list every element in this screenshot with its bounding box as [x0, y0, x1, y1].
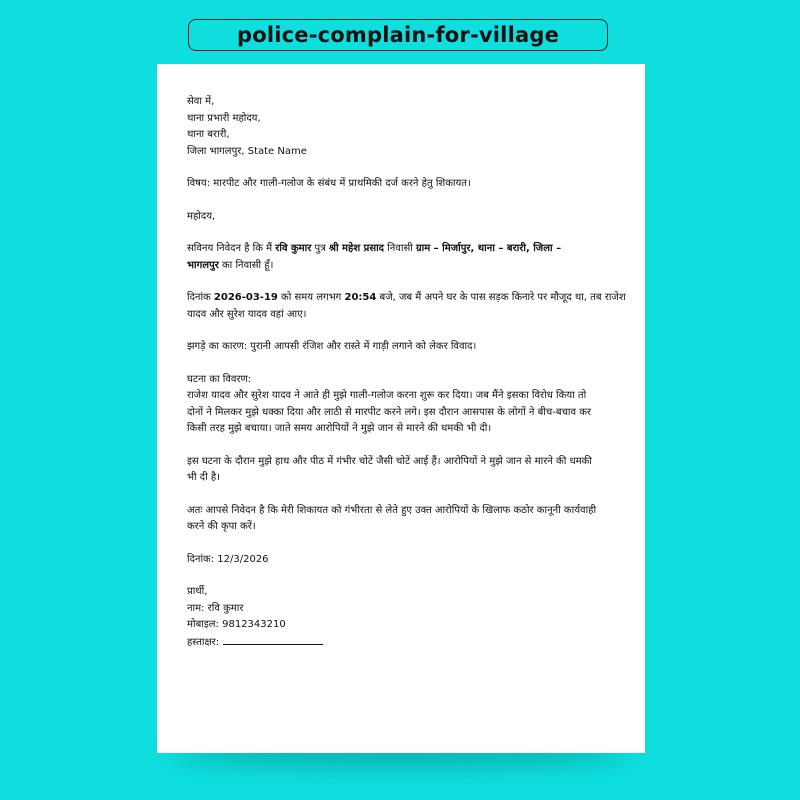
injuries-line: भी दी है। [187, 472, 220, 483]
signature-label: हस्ताक्षर: [187, 636, 220, 648]
closing-name: नाम: रवि कुमार [187, 602, 244, 614]
signature-row [187, 634, 615, 652]
reason-text: झगड़े का कारण: पुरानी आपसी रंजिश और रास्ते में गाड़ी लगाने को लेकर विवाद। [187, 341, 477, 352]
details-line: राजेश यादव और सुरेश यादव ने आते ही मुझे गाली-गलोज करना शुरू कर दिया। जब मैंने इसका विरोध किया तो [187, 390, 587, 401]
father-name: श्री महेश प्रसाद [328, 243, 384, 254]
letter-date: दिनांक: 12/3/2026 [187, 553, 269, 565]
district-name: भागलपुर [187, 259, 219, 271]
incident-time-paragraph [187, 290, 626, 323]
reason-paragraph [187, 339, 615, 356]
salutation [187, 209, 615, 226]
salutation-text: महोदय, [187, 210, 216, 222]
details-heading: घटना का विवरण: [187, 373, 252, 385]
intro-text: सविनय निवेदन है कि मैं [187, 243, 276, 254]
subject-text: विषय: मारपीट और गाली-गलोज के संबंध में प्राथमिकी दर्ज करने हेतु शिकायत। [187, 178, 471, 189]
address-block [187, 94, 615, 160]
page-title: police-complain-for-village [188, 19, 608, 51]
intro-text: पुत्र [311, 243, 329, 254]
village-address: ग्राम – मिर्जापुर, थाना – बरारी, जिला – [415, 243, 562, 254]
details-line: किसी तरह मुझे बचाया। जाते समय आरोपियों ने मुझे जान से मारने की धमकी भी दी। [187, 423, 492, 434]
subject-line [187, 176, 615, 193]
intro-text: निवासी [383, 243, 416, 254]
address-line: सेवा में, [187, 96, 215, 107]
applicant-label: प्रार्थी, [187, 586, 208, 597]
request-paragraph [187, 503, 615, 536]
incident-line-2: यादव और सुरेश यादव वहां आए। [187, 308, 307, 320]
incident-time: 20:54 [344, 292, 377, 303]
applicant-name: रवि कुमार [275, 243, 312, 254]
details-line: दोनों ने मिलकर मुझे धक्का दिया और लाठी से मारपीट करने लगे। इस दौरान आसपास के लोगों ने बीच-बचाव कर [187, 406, 592, 418]
incident-line-1 [187, 290, 626, 307]
address-line: थाना बरारी, [187, 129, 230, 140]
details-paragraph [187, 372, 615, 438]
intro-text: का निवासी हूँ। [218, 259, 274, 271]
incident-text: बजे, जब मैं अपने घर के पास सड़क किनारे पर मौजूद था, तब राजेश [376, 292, 626, 303]
injuries-paragraph [187, 454, 615, 487]
signature-line [223, 634, 323, 645]
date-paragraph [187, 552, 615, 569]
incident-text: दिनांक [187, 292, 214, 303]
incident-date: 2026-03-19 [213, 292, 278, 303]
closing-block [187, 584, 615, 651]
request-line: करने की कृपा करें। [187, 521, 256, 532]
letter-page [157, 64, 645, 753]
intro-line-1 [187, 241, 615, 258]
address-line: थाना प्रभारी महोदय, [187, 112, 261, 124]
intro-line-2 [187, 258, 615, 275]
closing-mobile: मोबाइल: 9812343210 [187, 619, 286, 630]
incident-text: को समय लगभग [277, 292, 345, 303]
request-line: अतः आपसे निवेदन है कि मेरी शिकायत को गंभीरता से लेते हुए उक्त आरोपियों के खिलाफ कठोर कानूनी कार्यवाही [187, 504, 597, 516]
intro-paragraph [187, 241, 615, 274]
address-line: जिला भागलपुर, State Name [187, 145, 307, 157]
injuries-line: इस घटना के दौरान मुझे हाथ और पीठ में गंभीर चोटें जैसी चोटें आई हैं। आरोपियों ने मुझे जान से मारने की धमकी [187, 455, 592, 467]
